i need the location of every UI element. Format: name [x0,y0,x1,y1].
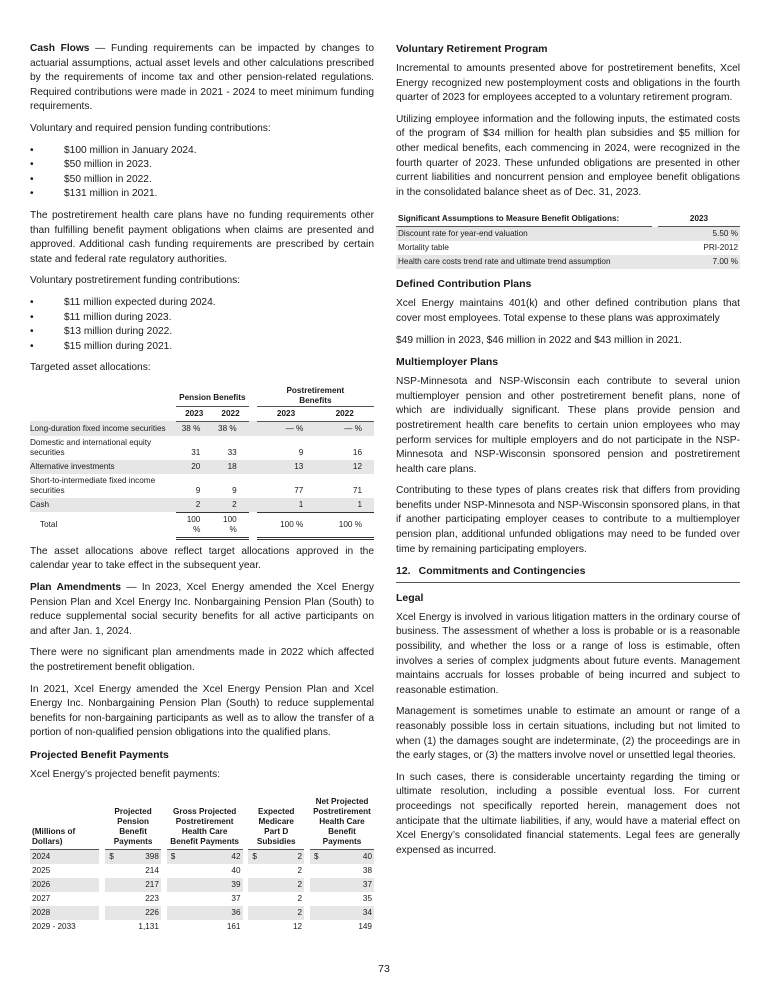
legal-paragraph-3: In such cases, there is considerable uncertainty regarding the timing or ultimate resolution, including a possible eventual loss. For current proceedings not specifically reported herein, management does not anticipate that the ultimate liabilities, if any, would have a material effect on Xcel Energy’s consolidated financial statements. Legal fees are generally expensed as incurred. [396,771,740,856]
table-row: 2026 217 39 2 37 [30,878,374,892]
list-item: • $11 million expected during 2024. [30,296,374,311]
table-total-row: Total 100 % 100 % 100 % 100 % [30,512,374,538]
column-header: Expected Medicare Part D Subsidies [248,795,304,850]
legal-heading: Legal [396,591,424,604]
list-item: • $50 million in 2023. [30,158,374,173]
year-header: 2022 [315,406,374,421]
table-row: Cash 2 2 1 1 [30,498,374,513]
list-item: • $131 million in 2021. [30,187,374,202]
table-row: 2024 $ 398 $ 42 $ 2 $ 40 [30,849,374,864]
year-header: 2023 [658,212,740,227]
dcp-paragraph-2: $49 million in 2023, $46 million in 2022 and $43 million in 2021. [396,334,683,346]
table-row: Health care costs trend rate and ultimate trend assumption 7.00 % [396,255,740,269]
year-header: 2022 [212,406,248,421]
alloc-intro: Targeted asset allocations: [30,362,151,374]
projected-payments-table [30,795,374,934]
legal-paragraph-1: Xcel Energy is involved in various litigation matters in the ordinary course of business. The assessment of whether a loss is probable or is a reasonable possibility, and whether the loss or a range of loss is estimable, often involves a series of complex judgments about future events. Management maintains accruals for losses probable of being incurred and subject to reasonable estimation. [396,611,740,696]
alloc-note: The asset allocations above reflect target allocations approved in the calendar year to take effect in the subsequent year. [30,545,374,572]
postret-paragraph: The postretirement health care plans have no funding requirements other than fulfilling benefit payment obligations when claims are presented and approved. Additional cash funding requirements are prescribed by certain state and federal rate regulatory authorities. [30,209,374,265]
column-header: Projected Pension Benefit Payments [105,795,161,850]
table-row: 2027 223 37 2 35 [30,892,374,906]
table-row: 2028 226 36 2 34 [30,906,374,920]
list-item: • $15 million during 2021. [30,340,374,355]
list-item: • $50 million in 2022. [30,173,374,188]
column-header: (Millions of Dollars) [30,795,99,850]
mep-paragraph-2: Contributing to these types of plans creates risk that differs from providing benefits under NSP-Minnesota and NSP-Wisconsin sponsored plans, in that if another participating employer ceases to contribute to a multiemployer pension plan, additional unfunded obligations may need to be funded over time by remaining participating employers. [396,485,740,555]
list-item: • $11 million during 2023. [30,311,374,326]
table-row: Alternative investments 20 18 13 12 [30,460,374,474]
cash-flows-paragraph: Cash Flows — Funding requirements can be impacted by changes to actuarial assumptions, actual asset levels and other calculations prescribed by the requirements of income tax and other pension-related regulations. Required contributions were made in 2021 - 2024 to meet minimum funding requirements. [30,43,374,113]
assumptions-header: Significant Assumptions to Measure Benefit Obligations: [396,212,652,227]
plan-amendments-paragraph: Plan Amendments — In 2023, Xcel Energy amended the Xcel Energy Pension Plan and Xcel Energy Inc. Nonbargaining Pension Plan (South) to reduce supplemental social security benefits for all active participants on and after Jan. 1, 2024. [30,582,374,637]
year-header: 2023 [257,406,316,421]
postret-benefits-header: Postretirement Benefits [257,386,374,407]
vrp-paragraph-1: Incremental to amounts presented above for postretirement benefits, Xcel Energy recognized new postemployment costs and obligations in the fourth quarter of 2023 for employees accepted to a voluntary retirement program. [396,63,740,104]
cash-flows-title: Cash Flows [30,43,90,54]
postret-contrib-list [30,296,374,354]
table-row: 2029 - 2033 1,131 161 12 149 [30,920,374,934]
table-row: Domestic and international equity securities 31 33 9 16 [30,437,362,457]
mep-paragraph-1: NSP-Minnesota and NSP-Wisconsin each contribute to several union multiemployer pension and other postretirement benefit plans, none of which are individually significant. These plans provide pension and postretirement health care benefits to certain union employees who may perform services for multiple employers and do not participate in the NSP-Minnesota and NSP-Wisconsin sponsored pension and postretirement health care plans. [396,376,740,475]
year-header: 2023 [176,406,212,421]
pension-benefits-header: Pension Benefits [176,386,249,407]
postret-contrib-intro: Voluntary postretirement funding contributions: [30,275,241,287]
column-header: Net Projected Postretirement Health Care Benefit Payments [310,795,374,850]
amendments-2022: There were no significant plan amendments made in 2022 which affected the postretirement benefit obligation. [30,647,374,674]
dcp-heading: Defined Contribution Plans [396,278,532,291]
mep-heading: Multiemployer Plans [396,356,499,369]
section-heading [396,564,740,583]
projected-payments-heading: Projected Benefit Payments [30,749,169,761]
pension-contrib-list [30,144,374,202]
list-item: • $100 million in January 2024. [30,144,374,159]
dcp-paragraph-1: Xcel Energy maintains 401(k) and other defined contribution plans that cover most employees. Total expense to these plans was approximately [396,298,740,324]
right-column [396,42,740,865]
table-row: Short-to-intermediate fixed income securities 9 9 77 71 [30,475,362,495]
section-number: 12. [396,565,411,578]
asset-allocation-table [30,386,374,540]
list-item: • $13 million during 2022. [30,325,374,340]
section-title: Commitments and Contingencies [418,565,586,578]
left-column [30,42,374,934]
pension-contrib-intro: Voluntary and required pension funding contributions: [30,122,271,134]
page-number: 73 [378,963,390,975]
table-row: 2025 214 40 2 38 [30,864,374,878]
table-row: Long-duration fixed income securities 38 % 38 % — % — % [30,421,374,436]
amendments-2021: In 2021, Xcel Energy amended the Xcel Energy Pension Plan and Xcel Energy Inc. Nonbargaining Pension Plan (South) to reduce supplemental benefits for non-bargaining participants as well as to allow the transfer of a portion of non-qualified pension obligations into the qualified plans. [30,683,374,739]
legal-paragraph-2: Management is sometimes unable to estimate an amount or range of a reasonably possible loss in certain situations, including but not limited to when (1) the damages sought are indeterminate, (2) the proceedings are in the early stages, or (3) the matters involve novel or unsettled legal theories. [396,706,740,762]
table-row: Mortality table PRI-2012 [398,243,738,253]
vrp-paragraph-2: Utilizing employee information and the following inputs, the estimated costs of the program of $34 million for health plan subsidies and $5 million for other medical benefits, each commencing in 2024, were recognized in the fourth quarter of 2023. These unfunded obligations are presented in other current liabilities and noncurrent pension and employee benefit obligations in the consolidated balance sheet as of Dec. 31, 2023. [396,113,740,198]
projected-payments-intro: Xcel Energy’s projected benefit payments: [30,769,221,780]
table-row: Discount rate for year-end valuation 5.50 % [396,227,740,242]
assumptions-table [396,212,740,269]
column-header: Gross Projected Postretirement Health Care Benefit Payments [167,795,243,850]
vrp-heading: Voluntary Retirement Program [396,43,548,55]
plan-amendments-title: Plan Amendments [30,582,121,594]
